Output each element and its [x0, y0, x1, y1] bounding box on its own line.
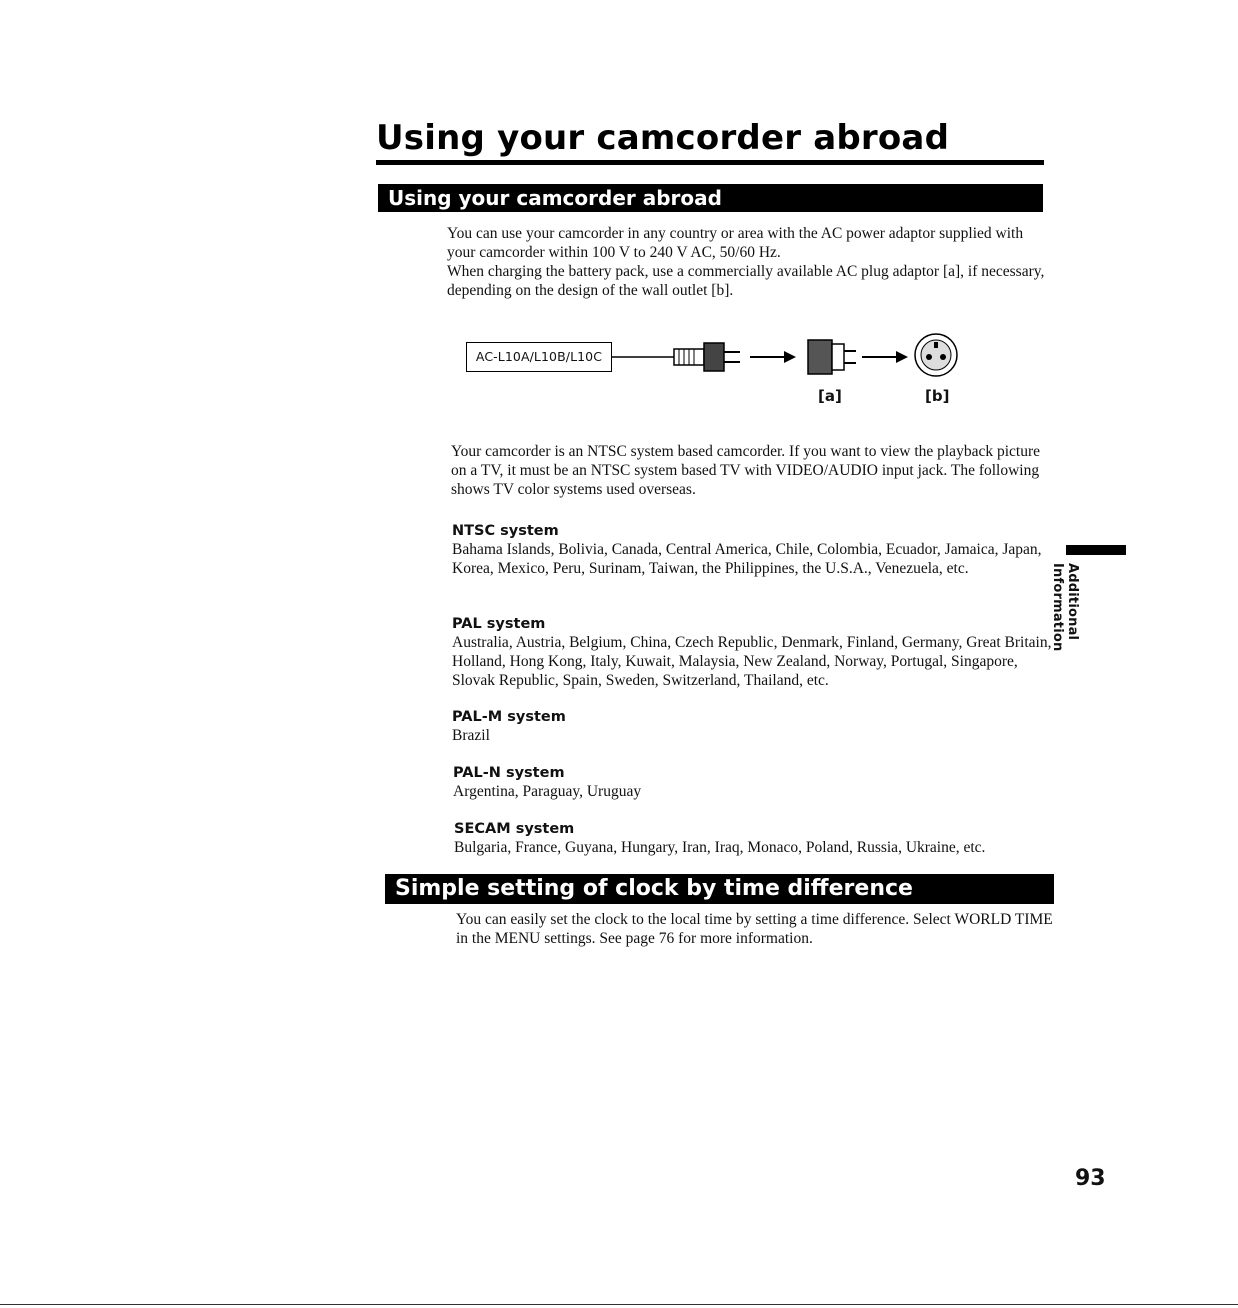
- arrow-right-icon: [862, 351, 908, 363]
- system-countries: Argentina, Paraguay, Uruguay: [453, 783, 642, 800]
- label-b: [b]: [925, 387, 950, 405]
- system-heading: PAL system: [452, 616, 546, 632]
- system-countries: Australia, Austria, Belgium, China, Czech Republic, Denmark, Finland, Germany, Great Britain, Holland, Hong Kong, Italy, Kuwait, Malaysia, New Zealand, Norway, Portugal, Singapore, Slovak Republic, Spain, Sweden, Switzerland, Thailand, etc.: [452, 634, 1052, 689]
- plug-adaptor-paragraph: When charging the battery pack, use a commercially available AC plug adaptor [a], if necessary, depending on the design of the wall outlet [b].: [447, 263, 1045, 299]
- bottom-rule: [0, 1304, 1238, 1305]
- system-heading: PAL-M system: [452, 709, 566, 725]
- intro-block: [447, 224, 1047, 300]
- adaptor-model-box: AC-L10A/L10B/L10C: [466, 342, 612, 372]
- section-heading-clock: Simple setting of clock by time difference: [385, 874, 1054, 904]
- plug-adaptor-figure: [612, 330, 962, 386]
- system-heading: SECAM system: [454, 821, 575, 837]
- system-heading: PAL-N system: [453, 765, 565, 781]
- side-tab-marker: [1066, 545, 1126, 555]
- system-countries: Brazil: [452, 727, 490, 744]
- tv-system-paragraph: Your camcorder is an NTSC system based camcorder. If you want to view the playback picture on a TV, it must be an NTSC system based TV with VIDEO/AUDIO input jack. The following shows TV color systems used overseas.: [451, 443, 1040, 498]
- system-countries: Bahama Islands, Bolivia, Canada, Central America, Chile, Colombia, Ecuador, Jamaica, Japan, Korea, Mexico, Peru, Surinam, Taiwan, the Philippines, the U.S.A., Venezuela, etc.: [452, 541, 1042, 577]
- page-number: 93: [1075, 1166, 1106, 1191]
- plug-adaptor-icon: [808, 340, 856, 374]
- system-item-pal: [452, 615, 1052, 690]
- system-item-ntsc: [452, 522, 1052, 578]
- system-item-pal-m: [452, 708, 1052, 745]
- system-countries: Bulgaria, France, Guyana, Hungary, Iran, Iraq, Monaco, Poland, Russia, Ukraine, etc.: [454, 839, 986, 856]
- system-item-pal-n: [453, 764, 1053, 801]
- system-item-secam: [454, 820, 1054, 857]
- title-rule: [376, 160, 1044, 165]
- system-heading: NTSC system: [452, 523, 559, 539]
- side-section-label: Additional Information: [1050, 563, 1080, 652]
- wall-outlet-icon: [915, 334, 957, 376]
- section-heading-abroad: Using your camcorder abroad: [378, 184, 1043, 212]
- power-plug-icon: [674, 343, 740, 371]
- intro-paragraph: You can use your camcorder in any country or area with the AC power adaptor supplied with your camcorder within 100 V to 240 V AC, 50/60 Hz.: [447, 225, 1024, 261]
- arrow-right-icon: [750, 351, 796, 363]
- clock-paragraph: You can easily set the clock to the local time by setting a time difference. Select WORLD TIME in the MENU settings. See page 76 for more information.: [456, 911, 1053, 947]
- label-a: [a]: [818, 387, 842, 405]
- page-title: Using your camcorder abroad: [376, 118, 950, 158]
